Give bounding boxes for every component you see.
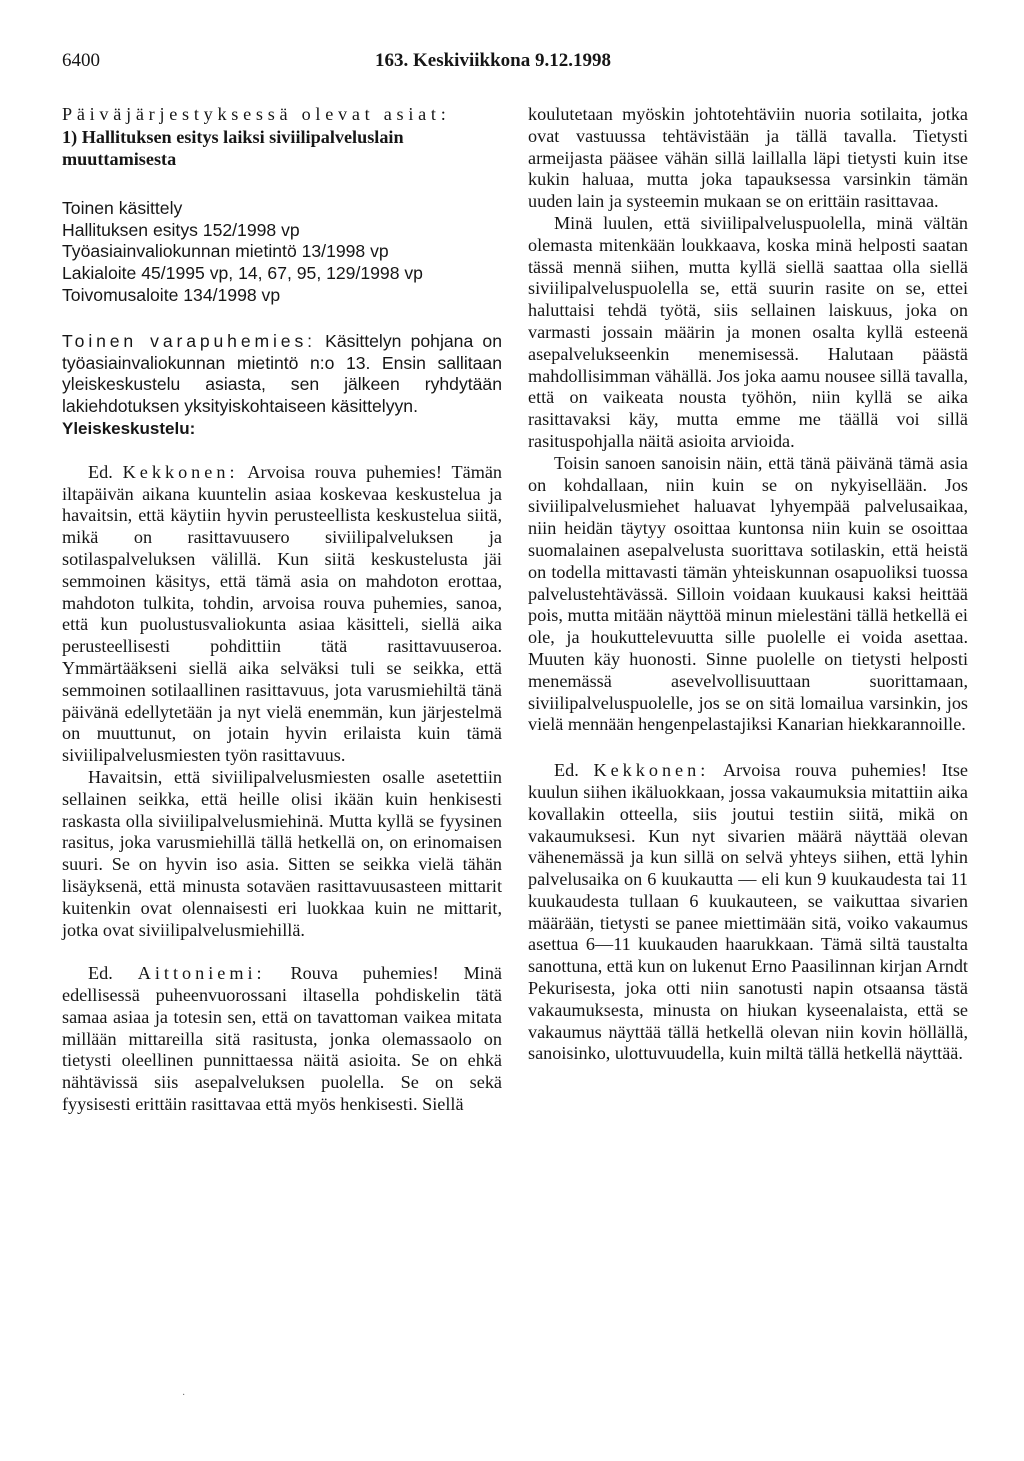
speech-varapuhemies xyxy=(62,331,502,418)
speech-text: Arvoisa rouva puhemies! Tämän iltapäivän aikana kuuntelin asiaa koskevaa keskustelua ja havaitsin, että käytiin hyvin perusteellista keskustelua siitä, mikä on rasittavuusero siviilipalveluksen ja sotilaspalveluksen välillä. Kun siitä keskustelusta jäi semmoinen käsitys, että tämä asia on mahdoton erottaa, mahdoton tulkita, tohdin, arvoisa rouva puhemies, sanoa, että kun puolustusvaliokunta asiaa käsitteli, siellä aika perusteellisesti pohdittiin tätä rasittavuuseroa. Ymmärtääkseni siellä aika selväksi tuli se seikka, että semmoinen sotilaallinen rasittavuus, jota varusmiehiltä tänä päivänä edellytetään ja nyt vielä enemmän, kun järjestelmä on muuttunut, on jotain hyvin erilaista kuin tämä siviilipalvelusmiesten työn rasittavuus. xyxy=(62,461,503,766)
agenda-item-title: 1) Hallituksen esitys laiksi siviilipalveluslain muuttamisesta xyxy=(62,126,404,169)
speech-paragraph: Minä luulen, että siviilipalveluspuolella, minä vältän olemasta mitenkään loukkaava, koska minä helposti saatan tässä mennä siihen, mutta kyllä siellä saattaa olla siellä siviilipalveluspuolella se, että suurin rasite on se, ettei haluttaisi tehdä työtä, siis sellainen laiskuus, joka on varmasti jossain määrin ja monen osalta kyllä esteenä asepalvelukseenkin menemisessä. Halutaan päästä mahdollisimman vähällä. Jos joka aamu nousee sillä tavalla, että on vaikeata nousta työhön, niin kyllä se aika rasittavaksi käy, mutta emme me täällä voi sillä rasituspohjalla näitä asioita arvioida. xyxy=(528,212,968,451)
speech-paragraph: Toisin sanoen sanoisin näin, että tänä päivänä tämä asia on kohdallaan, niin kuin se on nykyisellään. Jos siviilipalvelusmiehet haluavat lyhyempää palvelusaikaa, niin heidän täytyy osoittaa kuntonsa niin kuin se osoittaa suomalainen asepalvelusta suorittava sotilaskin, että heistä on todella mittavasti tämän yhteiskunnan osapuoliksi tuossa palvelustehtävässä. Silloin voidaan kuukausi kaksi heittää pois, mutta mitään näyttöä minun mielestäni tällä hetkellä ei ole, ja houkuttelevuutta sille puolelle ei voida asettaa. Muuten käy huonosti. Sinne puolelle on tietysti helposti menemässä asevelvollisuuttaan suorittamaan, siviilipalveluspuolelle, jos se on sitä lomailua varsinkin, jos vielä mennään hengenpelastajiksi Kanarian hiekkarannoille. xyxy=(528,452,968,735)
speaker-prefix: Ed. xyxy=(88,461,113,482)
speech-kekkonen-1 xyxy=(62,462,502,767)
reference-line: Hallituksen esitys 152/1998 vp xyxy=(62,219,300,240)
reference-line: Toinen käsittely xyxy=(62,197,183,218)
reference-line: Lakialoite 45/1995 vp, 14, 67, 95, 129/1998 vp xyxy=(62,263,423,284)
speech-text: Käsittelyn pohjana on työasiainvaliokunnan mietintö n:o 13. Ensin sallitaan yleiskeskustelu asiasta, sen jälkeen ryhdytään lakiehdotuksen yksityiskohtaiseen käsittelyyn. xyxy=(62,330,503,417)
reference-list xyxy=(62,198,502,307)
page-header xyxy=(62,50,962,80)
left-column xyxy=(62,104,502,1116)
right-column xyxy=(528,104,968,1065)
reference-line: Työasiainvaliokunnan mietintö 13/1998 vp xyxy=(62,241,389,262)
speaker-name: Kekkonen: xyxy=(122,461,239,482)
speaker-name: Aittoniemi: xyxy=(137,963,266,984)
speech-kekkonen-2 xyxy=(528,760,968,1065)
scan-mark: · xyxy=(182,1390,186,1401)
speech-paragraph: Havaitsin, että siviilipalvelusmiesten osalle asetettiin sellainen seikka, että heille olisi ikään kuin henkisesti raskasta olla siviilipalvelusmiehinä. Mutta kyllä se fyysinen rasitus, joka varusmiehillä tällä hetkellä on, on erinomaisen suuri. Se on hyvin iso asia. Sitten se seikka vielä tähän lisäyksenä, että minusta sotaväen rasittavuusasteen mittarit kuitenkin ovat olennaisesti eri luokkaa kuin ne mittarit, jotka ovat siviilipalvelusmiehillä. xyxy=(62,766,502,940)
reference-line: Toivomusaloite 134/1998 vp xyxy=(62,284,281,305)
section-heading: Yleiskeskustelu: xyxy=(62,418,196,438)
speech-aittoniemi xyxy=(62,963,502,1116)
speaker-prefix: Ed. xyxy=(554,760,579,781)
speaker-prefix: Ed. xyxy=(88,963,113,984)
page-number: 6400 xyxy=(62,50,100,71)
speech-paragraph: koulutetaan myöskin johtotehtäviin nuoria sotilaita, jotka ovat vastuussa tehtävistään ja tällä tavalla. Tietysti armeijasta pääsee vähän sillä laillalla läpi tietysti kuin itse kukin haluaa, mutta joka tapauksessa varsinkin tämän uuden lain ja systeemin mukaan se on erittäin rasittavaa. xyxy=(528,104,968,212)
speech-text: Arvoisa rouva puhemies! Itse kuulun siihen ikäluokkaan, jossa vakaumuksia mitattiin aika kovallakin otteella, siis joutui testiin siitä, mikä on vakaumuksesi. Kun nyt sivarien määrä näyttää olevan vähenemässä ja kun sillä on selvä yhteys siihen, että lyhin palvelusaika on 6 kuukautta — eli kun 9 kuukaudesta tai 11 kuukaudesta tullaan 6 kuukauteen, se vaikuttaa sivarien määrään, tietysti se panee miettimään sitä, voiko vakaumus asettua 6—11 kuukauden haarukkaan. Tämä siltä taustalta sanottuna, että kun on lukenut Erno Paasilinnan kirjan Arndt Pekurisesta, joka otti niin sanotusti napin otsaansa tästä vakaumuksesta, minusta on hiukan kyseenalaista, että se vakaumus näyttää tällä hetkellä olevan niin kovin höllällä, sanoisinko, ulottuvuudella, kuin miltä tällä hetkellä näyttää. xyxy=(528,760,969,1064)
agenda-heading: Päiväjärjestyksessä olevat asiat: xyxy=(62,104,451,124)
speech-text: Rouva puhemies! Minä edellisessä puheenvuorossani iltasella pohdiskelin tätä samaa asiaa ja totesin sen, että on tavattoman vaikea mitata millään mittareilla sitä rasitusta, jonka olemassaolo on tietysti oleellinen punnittaessa näitä asioita. Se on ehkä nähtävissä siis asepalveluksen puolella. Se on sekä fyysisesti erittäin rasittavaa että myös henkisesti. Siellä xyxy=(62,963,502,1115)
session-title: 163. Keskiviikkona 9.12.1998 xyxy=(375,50,611,71)
speaker-name: Toinen varapuhemies: xyxy=(62,330,316,351)
speaker-name: Kekkonen: xyxy=(593,760,710,781)
